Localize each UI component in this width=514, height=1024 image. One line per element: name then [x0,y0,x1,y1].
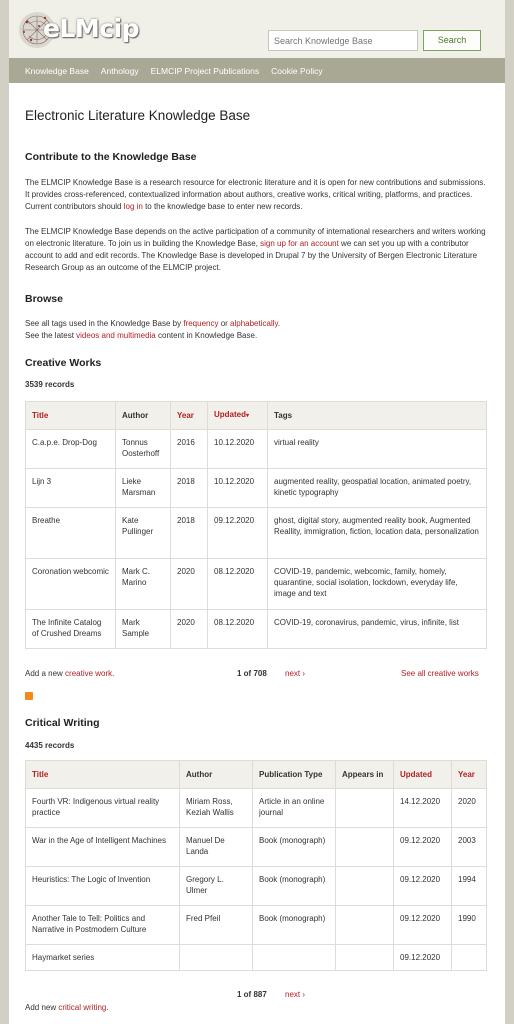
col-title[interactable]: Title [26,402,116,430]
login-link[interactable]: log in [123,202,143,211]
cell-title[interactable]: C.a.p.e. Drop-Dog [26,430,116,469]
contribute-text: The ELMCIP Knowledge Base depends on the active participation of a community of international researchers and writers working on electronic literature. To join us in building the Knowledge Base, [25,227,486,248]
col-author: Author [180,761,253,789]
table-row [26,430,487,469]
cell-author[interactable]: Tonnus Oosterhoff [116,430,171,469]
cell-tags[interactable]: COVID-19, pandemic, webcomic, family, homely, quarantine, social isolation, lockdown, everyday life, image and text [268,559,487,610]
browse-line-1 [25,318,491,330]
cell-year: 1994 [452,867,487,906]
cell-updated: 08.12.2020 [208,610,268,649]
contribute-heading: Contribute to the Knowledge Base [25,151,197,163]
frequency-link[interactable]: frequency [183,319,219,328]
nav-cookie-policy[interactable]: Cookie Policy [271,65,323,76]
table-row [26,559,487,610]
col-tags: Tags [268,402,487,430]
cell-appears-in [336,789,394,828]
cell-title[interactable]: Fourth VR: Indigenous virtual reality practice [26,789,180,828]
cell-publication-type: Article in an online journal [253,789,336,828]
rss-feed-icon[interactable] [25,692,33,700]
signup-link[interactable]: sign up for an account [260,239,339,248]
table-row [26,906,487,945]
cell-updated: 14.12.2020 [394,789,452,828]
table-row [26,828,487,867]
cell-publication-type: Book (monograph) [253,906,336,945]
cell-updated: 09.12.2020 [394,828,452,867]
cell-title[interactable]: The Infinite Catalog of Crushed Dreams [26,610,116,649]
cell-title[interactable]: Heuristics: The Logic of Invention [26,867,180,906]
table-row [26,508,487,559]
cell-updated: 10.12.2020 [208,430,268,469]
add-text: . [106,1003,109,1012]
cell-tags[interactable]: ghost, digital story, augmented reality book, Augmented Reallity, immigration, fiction, location data, personalization [268,508,487,559]
creative-next-link[interactable]: next › [285,669,306,678]
main-nav [9,58,505,83]
cell-year: 2016 [171,430,208,469]
cell-updated: 09.12.2020 [394,945,452,971]
creative-works-table [25,401,487,649]
cell-author[interactable]: Mark C. Marino [116,559,171,610]
cell-year: 2020 [171,610,208,649]
contribute-text: to the knowledge base to enter new records. [142,202,303,211]
browse-text: See all tags used in the Knowledge Base by [25,319,184,328]
cell-year: 1990 [452,906,487,945]
cell-author[interactable]: Gregory L. Ulmer [180,867,253,906]
critical-writing-count: 4435 records [25,741,75,750]
cell-tags[interactable]: virtual reality [268,430,487,469]
creative-works-heading: Creative Works [25,357,102,369]
contribute-paragraph-2 [25,226,491,274]
cell-tags[interactable]: augmented reality, geospatial location, animated poetry, kinetic typography [268,469,487,508]
cell-year [452,945,487,971]
cell-year: 2003 [452,828,487,867]
browse-text: or [218,319,231,328]
add-text: Add new [25,1003,59,1012]
col-author: Author [116,402,171,430]
cell-year: 2020 [171,559,208,610]
sort-desc-icon: ▾ [246,413,250,419]
nav-project-publications[interactable]: ELMCIP Project Publications [150,65,260,76]
alphabetically-link[interactable]: alphabetically [230,319,278,328]
cell-title[interactable]: Coronation webcomic [26,559,116,610]
col-title[interactable]: Title [26,761,180,789]
cell-publication-type: Book (monograph) [253,828,336,867]
browse-text: See the latest [25,331,77,340]
cell-appears-in [336,867,394,906]
col-year[interactable]: Year [171,402,208,430]
critical-writing-link[interactable]: critical writing [58,1003,107,1012]
site-header [9,0,505,58]
cell-appears-in [336,945,394,971]
cell-tags[interactable]: COVID-19, coronavirus, pandemic, virus, infinite, list [268,610,487,649]
cell-title[interactable]: Lijn 3 [26,469,116,508]
logo-text[interactable]: eLMcip [43,14,140,43]
col-year[interactable]: Year [452,761,487,789]
contribute-paragraph-1 [25,177,491,213]
col-updated[interactable]: Updated [394,761,452,789]
cell-author[interactable]: Manuel De Landa [180,828,253,867]
see-all-creative-works-link[interactable]: See all creative works [401,669,479,678]
browse-line-2 [25,330,491,342]
add-text: Add a new [25,669,66,678]
contribute-text: we can set you up with a contributor account to add and edit records. The Knowledge Base is developed in Drupal 7 by the University of Bergen Electronic Literature Research Group as an outcome of the ELMCIP project. [25,239,478,272]
table-row [26,945,487,971]
videos-link[interactable]: videos and multimedia [76,331,156,340]
page-title: Electronic Literature Knowledge Base [25,108,251,123]
creative-work-link[interactable]: creative work [65,669,113,678]
cell-publication-type: Book (monograph) [253,867,336,906]
col-updated-label: Updated [214,410,246,419]
table-row [26,469,487,508]
critical-pager: 1 of 887 [237,990,267,999]
cell-updated: 09.12.2020 [394,906,452,945]
search-input[interactable] [268,30,418,51]
critical-writing-table [25,760,487,971]
cell-author[interactable] [180,945,253,971]
add-text: . [112,669,115,678]
creative-pager: 1 of 708 [237,669,267,678]
cell-year: 2018 [171,508,208,559]
cell-year: 2020 [452,789,487,828]
cell-author[interactable]: Mark Sample [116,610,171,649]
col-appears-in: Appears in [336,761,394,789]
cell-updated: 09.12.2020 [208,508,268,559]
browse-text: . [277,319,281,328]
table-row [26,789,487,828]
critical-writing-heading: Critical Writing [25,717,100,729]
contribute-text: The ELMCIP Knowledge Base is a research resource for electronic literature and it is open for new contributions and submissions. It provides cross-referenced, contextualized information about authors, creative works, critical writing, platforms, and practices. Current contributors should [25,178,486,211]
creative-works-count: 3539 records [25,380,75,389]
cell-author[interactable]: Miriam Ross, Keziah Wallis [180,789,253,828]
cell-title[interactable]: Another Tale to Tell: Politics and Narrative in Postmodern Culture [26,906,180,945]
add-creative-work [25,669,114,678]
cell-appears-in [336,906,394,945]
cell-updated: 09.12.2020 [394,867,452,906]
cell-author[interactable]: Fred Pfeil [180,906,253,945]
cell-updated: 08.12.2020 [208,559,268,610]
col-publication-type: Publication Type [253,761,336,789]
cell-year: 2018 [171,469,208,508]
table-row [26,610,487,649]
nav-knowledge-base[interactable]: Knowledge Base [25,65,89,76]
cell-title[interactable]: War in the Age of Intelligent Machines [26,828,180,867]
col-updated[interactable] [208,402,268,430]
cell-title[interactable]: Haymarket series [26,945,180,971]
page-frame [9,0,505,1024]
browse-heading: Browse [25,293,63,305]
cell-author[interactable]: Lieke Marsman [116,469,171,508]
cell-updated: 10.12.2020 [208,469,268,508]
table-row [26,867,487,906]
cell-author[interactable]: Kate Pullinger [116,508,171,559]
add-critical-writing [25,1003,109,1012]
cell-title[interactable]: Breathe [26,508,116,559]
search-button[interactable]: Search [423,30,481,51]
nav-anthology[interactable]: Anthology [100,65,139,76]
critical-next-link[interactable]: next › [285,990,306,999]
cell-publication-type [253,945,336,971]
cell-appears-in [336,828,394,867]
browse-text: content in Knowledge Base. [155,331,258,340]
